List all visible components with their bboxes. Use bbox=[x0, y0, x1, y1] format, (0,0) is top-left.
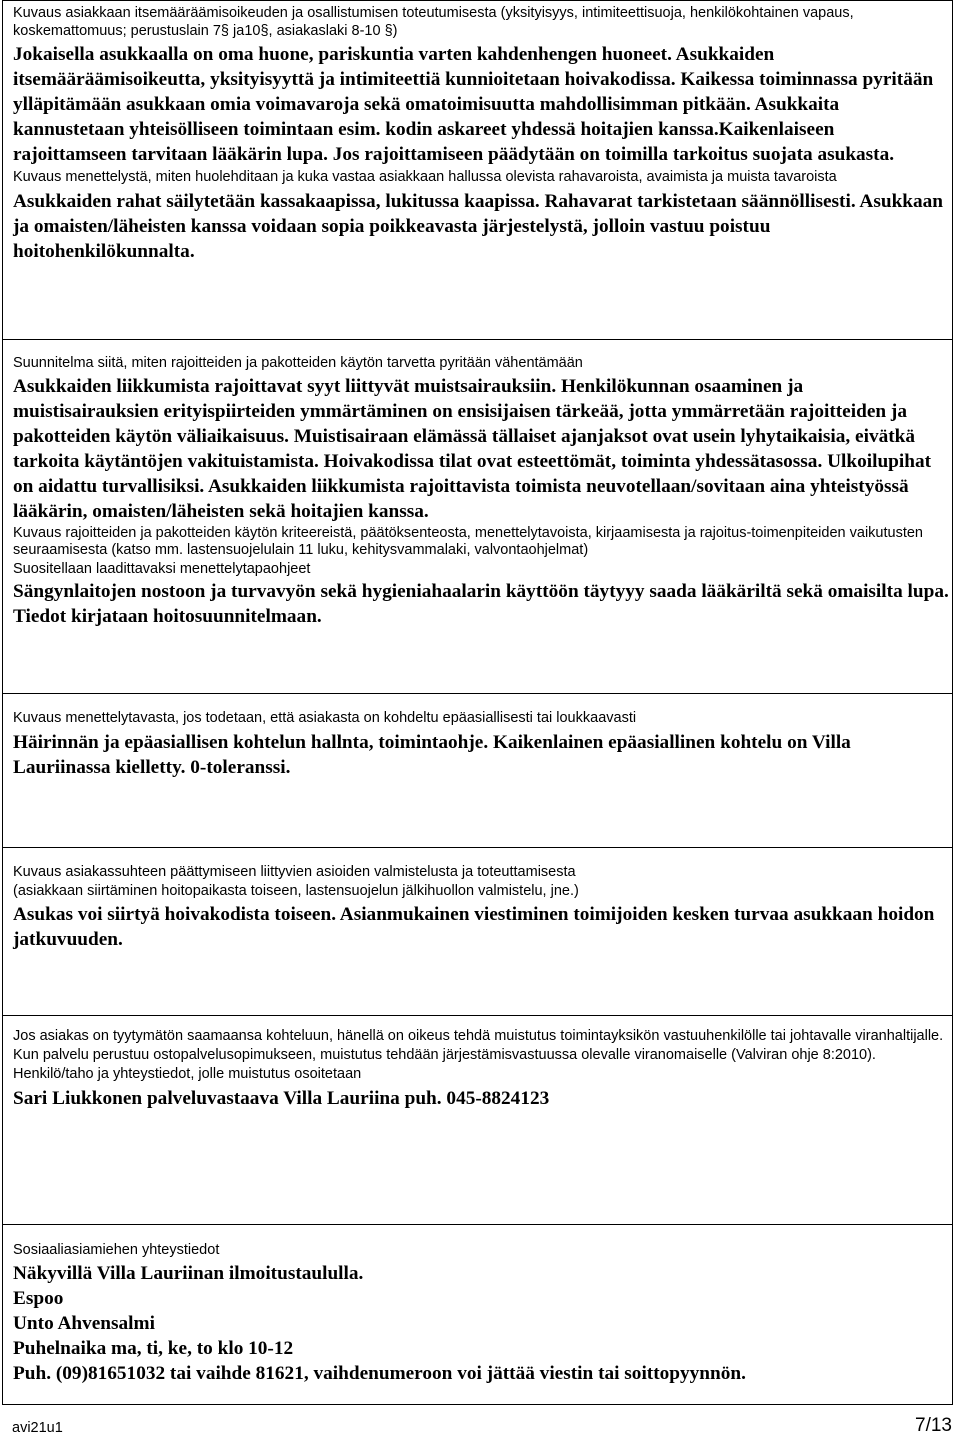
contact-person: Sari Liukkonen palveluvastaava Villa Lauriina puh. 045-8824123 bbox=[13, 1087, 550, 1109]
section-label: Sosiaaliasiamiehen yhteystiedot bbox=[13, 1242, 220, 1258]
section-label: Henkilö/taho ja yhteystiedot, jolle muistutus osoitetaan bbox=[13, 1066, 362, 1082]
section-label: Kuvaus rajoitteiden ja pakotteiden käytön kriteereistä, päätöksenteosta, menettelytavoista, kirjaamisesta ja rajoitus-toimenpiteiden vaikutusten seuraamisesta (katso mm. lastensuojelulain 11 luku, kehitysvammalaki, valvontaohjelmat) bbox=[13, 524, 923, 558]
ombudsman-line: Näkyvillä Villa Lauriinan ilmoitustaululla. bbox=[13, 1262, 364, 1284]
section-restrictions bbox=[2, 339, 953, 694]
section-text: Häirinnän ja epäasiallisen kohtelun hallnta, toimintaohje. Kaikenlainen epäasiallinen kohtelu on Villa Lauriinassa kielletty. 0-toleranssi. bbox=[13, 731, 851, 778]
section-label: Kuvaus menettelystä, miten huolehditaan ja kuka vastaa asiakkaan hallussa olevista rahavaroista, avaimista ja muista tavaroista bbox=[13, 169, 837, 185]
section-label: Jos asiakas on tyytymätön saamaansa kohteluun, hänellä on oikeus tehdä muistutus toimintayksikön vastuuhenkilölle tai johtavalle viranhaltijalle. Kun palvelu perustuu ostopalvelusopimukseen, muistutus tehdään järjestämisvastuussa olevalle viranomaiselle (Valviran ohje 8:2010). bbox=[13, 1028, 944, 1063]
section-label: Kuvaus menettelytavasta, jos todetaan, että asiakasta on kohdeltu epäasiallisesti tai loukkaavasti bbox=[13, 710, 637, 726]
section-ombudsman bbox=[2, 1224, 953, 1405]
section-label: Kuvaus asiakassuhteen päättymiseen liittyvien asioiden valmistelusta ja toteuttamisesta bbox=[13, 864, 576, 880]
section-text: Asukkaiden rahat säilytetään kassakaapissa, lukitussa kaapissa. Rahavarat tarkistetaan säännöllisesti. Asukkaan ja omaisten/läheisten kanssa voidaan sopia poikkeavasta järjestelystä, jolloin vastuu poistuu hoitohenkilökunnalta. bbox=[13, 190, 944, 262]
document-code: avi21u1 bbox=[12, 1420, 63, 1436]
section-label: Suositellaan laadittavaksi menettelytapaohjeet bbox=[13, 560, 311, 577]
section-text: Jokaisella asukkaalla on oma huone, pariskuntia varten kahdenhengen huoneet. Asukkaiden itsemääräämisoikeutta, yksityisyyttä ja intimiteettiä kunnioitetaan hoivakodissa. Kaikessa toiminnassa pyritään ylläpitämään asukkaan omia voimavaroja sekä omatoimisuutta mahdollisimman pitkään. Asukkaita kannustetaan yhteisölliseen toimintaan esim. kodin askareet yhdessä hoitajien kanssa.Kaikenlaiseen rajoittamseen tarvitaan lääkärin lupa. Jos rajoittamiseen päädytään on toimilla tarkoitus suojata asukasta. bbox=[13, 44, 934, 165]
section-text: Sängynlaitojen nostoon ja turvavyön sekä hygieniahaalarin käyttöön täytyyy saada lääkäriltä sekä omaisilta lupa. Tiedot kirjataan hoitosuunnitelmaan. bbox=[13, 581, 949, 627]
ombudsman-line: Unto Ahvensalmi bbox=[13, 1312, 155, 1334]
ombudsman-line: Puhelnaika ma, ti, ke, to klo 10-12 bbox=[13, 1337, 294, 1359]
section-self-determination bbox=[2, 0, 953, 340]
section-label: Kuvaus asiakkaan itsemääräämisoikeuden ja osallistumisen toteutumisesta (yksityisyys, intimiteettisuoja, henkilökohtainen vapaus, koskemattomuus; perustuslain 7§ ja10§, asiakaslaki 8-10 §) bbox=[13, 5, 854, 39]
section-mistreatment bbox=[2, 693, 953, 848]
section-text: Asukkaiden liikkumista rajoittavat syyt liittyvät muistsairauksiin. Henkilökunnan osaaminen ja muistisairauksien erityispiirteiden ymmärtäminen on ensisijaisen tärkeää, jotta ymmärretään rajoitteiden ja pakotteiden käytön väliaikaisuus. Muistisairaan elämässä tällaiset ajanjaksot ovat usein lyhytaikaisia, eivätkä tarkoita käytäntöjen vakituistamista. Hoivakodissa tilat ovat esteettömät, toiminta yhdessätasossa. Ulkoilupihat on aidattu turvallisiksi. Asukkaiden liikkumista rajoittavista toimista neuvotellaan/sovitaan aina yhteistyössä lääkärin, omaisten/läheisten sekä hoitajien kanssa. bbox=[13, 375, 932, 522]
ombudsman-line: Espoo bbox=[13, 1287, 64, 1309]
page-number: 7/13 bbox=[915, 1415, 952, 1436]
section-complaint bbox=[2, 1015, 953, 1225]
ombudsman-line: Puh. (09)81651032 tai vaihde 81621, vaihdenumeroon voi jättää viestin tai soittopyynnön. bbox=[13, 1362, 746, 1384]
section-label: (asiakkaan siirtäminen hoitopaikasta toiseen, lastensuojelun jälkihuollon valmistelu, jne.) bbox=[13, 882, 579, 899]
section-label: Suunnitelma siitä, miten rajoitteiden ja pakotteiden käytön tarvetta pyritään vähentämään bbox=[13, 355, 583, 371]
section-text: Asukas voi siirtyä hoivakodista toiseen. Asianmukainen viestiminen toimijoiden kesken turvaa asukkaan hoidon jatkuvuuden. bbox=[13, 904, 935, 950]
section-client-relationship-end bbox=[2, 847, 953, 1016]
